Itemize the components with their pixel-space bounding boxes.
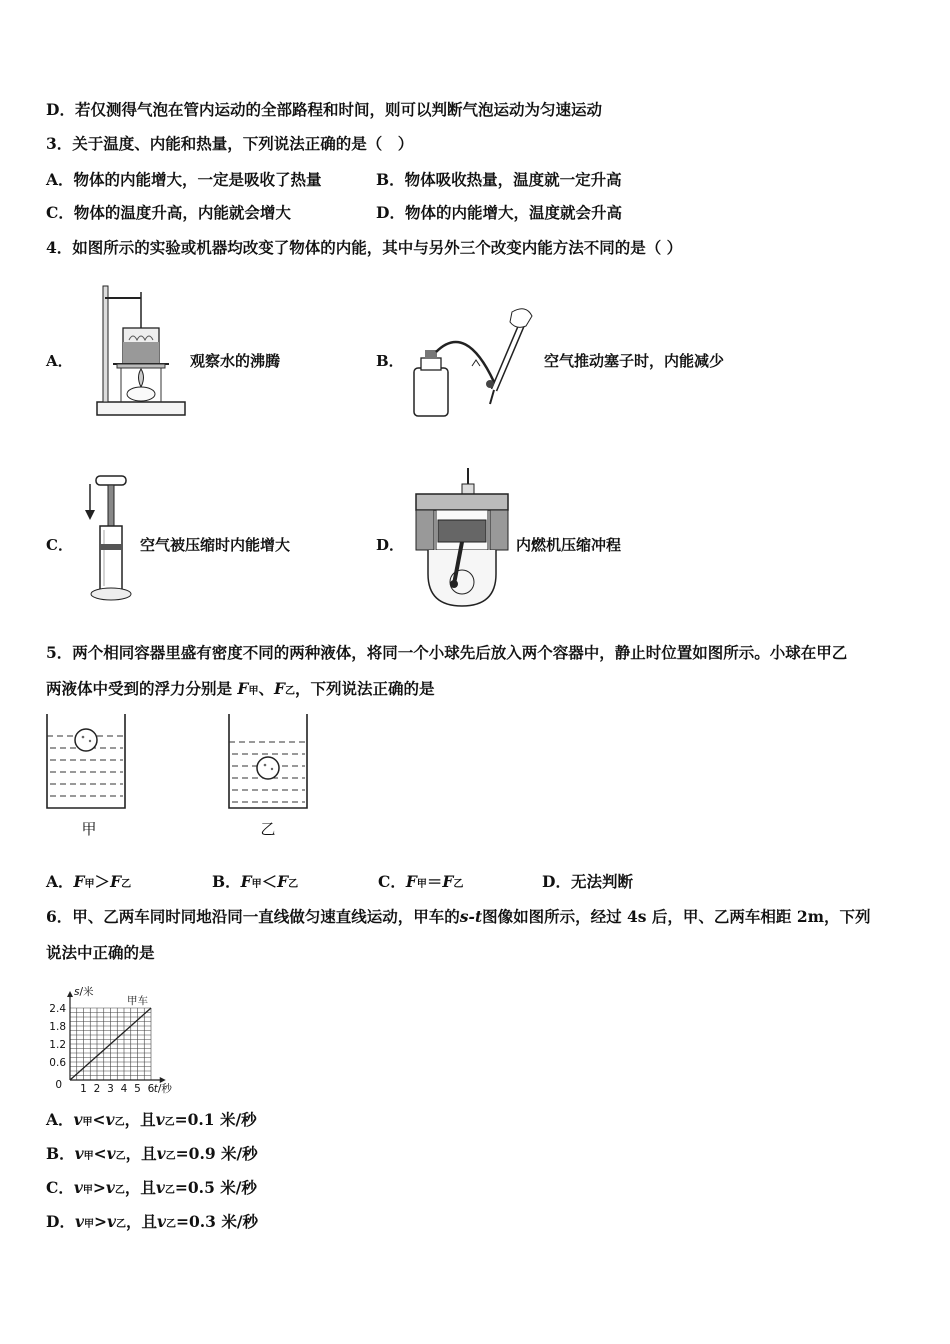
y-tick-label: 1.2 <box>49 1039 66 1051</box>
air-pump-bottle-figure <box>410 306 540 422</box>
qie-text: ，且 <box>124 1178 156 1197</box>
q3-option-c: C．物体的温度升高，内能就会增大 <box>46 203 291 222</box>
q5-f-symbol: F <box>73 872 85 891</box>
q6-st-symbol: s-t <box>459 907 483 926</box>
yi-subscript: 乙 <box>114 1185 125 1196</box>
y-axis-label <box>74 985 94 998</box>
q5-f-symbol: F <box>240 872 252 891</box>
q6-c-letter: C． <box>46 1178 74 1197</box>
container-jia-label: 甲 <box>81 820 97 838</box>
yi-subscript: 乙 <box>165 1151 176 1162</box>
yi-subscript: 乙 <box>164 1117 175 1128</box>
x-axis-variable: t <box>153 1083 158 1095</box>
q5-stem-line1: 5．两个相同容器里盛有密度不同的两种液体，将同一个小球先后放入两个容器中，静止时位置如图所示。小球在甲乙 <box>46 643 848 662</box>
series-label-jia-car: 甲车 <box>127 995 148 1007</box>
q5-f-symbol: F <box>237 679 249 698</box>
y-tick-label: 0.6 <box>49 1057 66 1069</box>
q6-option-c <box>46 1178 257 1201</box>
q5-jia-subscript: 甲 <box>248 686 259 697</box>
s-t-graph <box>40 980 220 1100</box>
q3-option-d: D．物体的内能增大，温度就会升高 <box>376 203 622 222</box>
q4-d-caption: 内燃机压缩冲程 <box>516 536 622 554</box>
q5-f-symbol: F <box>405 872 417 891</box>
jia-subscript: 甲 <box>82 1185 93 1196</box>
fire-syringe-figure <box>80 474 136 606</box>
boiling-water-apparatus-figure <box>95 278 187 420</box>
q4-a-caption: 观察水的沸腾 <box>190 352 281 370</box>
q5-f-symbol: F <box>110 872 122 891</box>
jia-subscript: 甲 <box>83 1151 94 1162</box>
origin-label: 0 <box>55 1079 62 1091</box>
jia-subscript: 甲 <box>83 1219 94 1230</box>
engine-compression-stroke-figure <box>408 466 514 612</box>
q5-stem-text-a: 两液体中受到的浮力分别是 <box>46 679 233 698</box>
v-symbol: v <box>156 1144 166 1163</box>
gt-sign: > <box>92 1178 106 1197</box>
q6-d-value: =0.3 米/秒 <box>176 1212 259 1231</box>
q4-stem: 4．如图所示的实验或机器均改变了物体的内能，其中与另外三个改变内能方法不同的是（ ） <box>46 238 683 257</box>
q5-c-letter: C． <box>378 872 406 891</box>
q5-f-symbol: F <box>273 679 285 698</box>
yi-subscript: 乙 <box>114 1117 125 1128</box>
q5-jia-subscript: 甲 <box>416 879 427 890</box>
yi-subscript: 乙 <box>115 1151 126 1162</box>
v-symbol: v <box>106 1144 116 1163</box>
container-jia-figure <box>44 712 130 838</box>
q3-option-b: B．物体吸收热量，温度就一定升高 <box>376 170 622 189</box>
q6-stem-line2: 说法中正确的是 <box>46 943 155 962</box>
q5-gt-sign: ＞ <box>94 872 111 891</box>
q5-jia-subscript: 甲 <box>84 879 95 890</box>
q6-option-d <box>46 1212 258 1235</box>
q4-d-letter: D． <box>376 536 405 554</box>
q6-stem-line1 <box>46 907 871 927</box>
q5-f-symbol: F <box>442 872 454 891</box>
q4-c-caption: 空气被压缩时内能增大 <box>140 536 291 554</box>
q6-d-letter: D． <box>46 1212 75 1231</box>
q5-stem-line2 <box>46 679 434 702</box>
q6-a-value: =0.1 米/秒 <box>174 1110 257 1129</box>
q5-yi-subscript: 乙 <box>121 879 132 890</box>
q3-option-a: A．物体的内能增大，一定是吸收了热量 <box>46 170 322 189</box>
q6-b-letter: B． <box>46 1144 75 1163</box>
q6-b-value: =0.9 米/秒 <box>175 1144 258 1163</box>
yi-subscript: 乙 <box>115 1219 126 1230</box>
q5-a-letter: A． <box>46 872 74 891</box>
v-symbol: v <box>74 1212 84 1231</box>
y-tick-label: 2.4 <box>49 1003 66 1015</box>
q5-option-d: D．无法判断 <box>542 872 633 891</box>
q5-jia-subscript: 甲 <box>251 879 262 890</box>
q5-yi-subscript: 乙 <box>288 879 299 890</box>
v-symbol: v <box>105 1178 115 1197</box>
v-symbol: v <box>74 1144 84 1163</box>
x-axis-label <box>154 1082 173 1095</box>
v-symbol: v <box>105 1110 115 1129</box>
q5-option-b <box>212 872 298 895</box>
q4-b-letter: B． <box>376 352 404 370</box>
qie-text: ，且 <box>124 1110 156 1129</box>
container-yi-label: 乙 <box>260 820 276 838</box>
v-symbol: v <box>155 1110 165 1129</box>
q5-option-a <box>46 872 131 895</box>
y-axis-unit: /米 <box>79 986 94 998</box>
q4-c-letter: C． <box>46 536 73 554</box>
x-tick-label: 4 <box>120 1083 128 1095</box>
x-tick-label: 6 <box>147 1083 155 1095</box>
q4-b-caption: 空气推动塞子时，内能减少 <box>544 352 725 370</box>
v-symbol: v <box>73 1178 83 1197</box>
y-axis-variable: s <box>74 986 80 998</box>
jia-subscript: 甲 <box>82 1117 93 1128</box>
v-symbol: v <box>106 1212 116 1231</box>
lt-sign: < <box>92 1110 106 1129</box>
q5-b-letter: B． <box>212 872 241 891</box>
q5-lt-sign: ＜ <box>261 872 278 891</box>
v-symbol: v <box>73 1110 83 1129</box>
v-symbol: v <box>157 1212 167 1231</box>
yi-subscript: 乙 <box>164 1185 175 1196</box>
qie-text: ，且 <box>125 1144 157 1163</box>
q6-a-letter: A． <box>46 1110 74 1129</box>
container-yi-figure <box>226 712 312 838</box>
x-tick-label: 2 <box>93 1083 101 1095</box>
q4-a-letter: A． <box>46 352 73 370</box>
x-tick-label: 3 <box>107 1083 114 1095</box>
q6-c-value: =0.5 米/秒 <box>174 1178 257 1197</box>
lt-sign: < <box>93 1144 107 1163</box>
q6-option-a <box>46 1110 257 1133</box>
q5-yi-subscript: 乙 <box>453 879 464 890</box>
v-symbol: v <box>155 1178 165 1197</box>
x-tick-label: 5 <box>134 1083 141 1095</box>
gt-sign: > <box>93 1212 107 1231</box>
x-tick-label: 1 <box>80 1083 87 1095</box>
y-axis-arrow <box>67 991 73 997</box>
q5-yi-subscript: 乙 <box>284 686 295 697</box>
qie-text: ，且 <box>125 1212 157 1231</box>
q3-stem: 3．关于温度、内能和热量，下列说法正确的是（ ） <box>46 134 414 153</box>
q5-eq-sign: ＝ <box>426 872 443 891</box>
q5-stem-text-c: ，下列说法正确的是 <box>294 679 435 698</box>
q2-option-d: D．若仅测得气泡在管内运动的全部路程和时间，则可以判断气泡运动为匀速运动 <box>46 100 602 119</box>
q5-separator: 、 <box>258 679 274 698</box>
x-axis-unit: /秒 <box>157 1083 172 1095</box>
q5-option-c <box>378 872 463 895</box>
q5-f-symbol: F <box>277 872 289 891</box>
q6-stem-text-a: 6．甲、乙两车同时同地沿同一直线做匀速直线运动，甲车的 <box>46 907 460 926</box>
q6-stem-text-b: 图像如图所示，经过 4s 后，甲、乙两车相距 2m，下列 <box>482 907 871 926</box>
yi-subscript: 乙 <box>166 1219 177 1230</box>
y-tick-label: 1.8 <box>49 1021 66 1033</box>
q6-option-b <box>46 1144 258 1167</box>
